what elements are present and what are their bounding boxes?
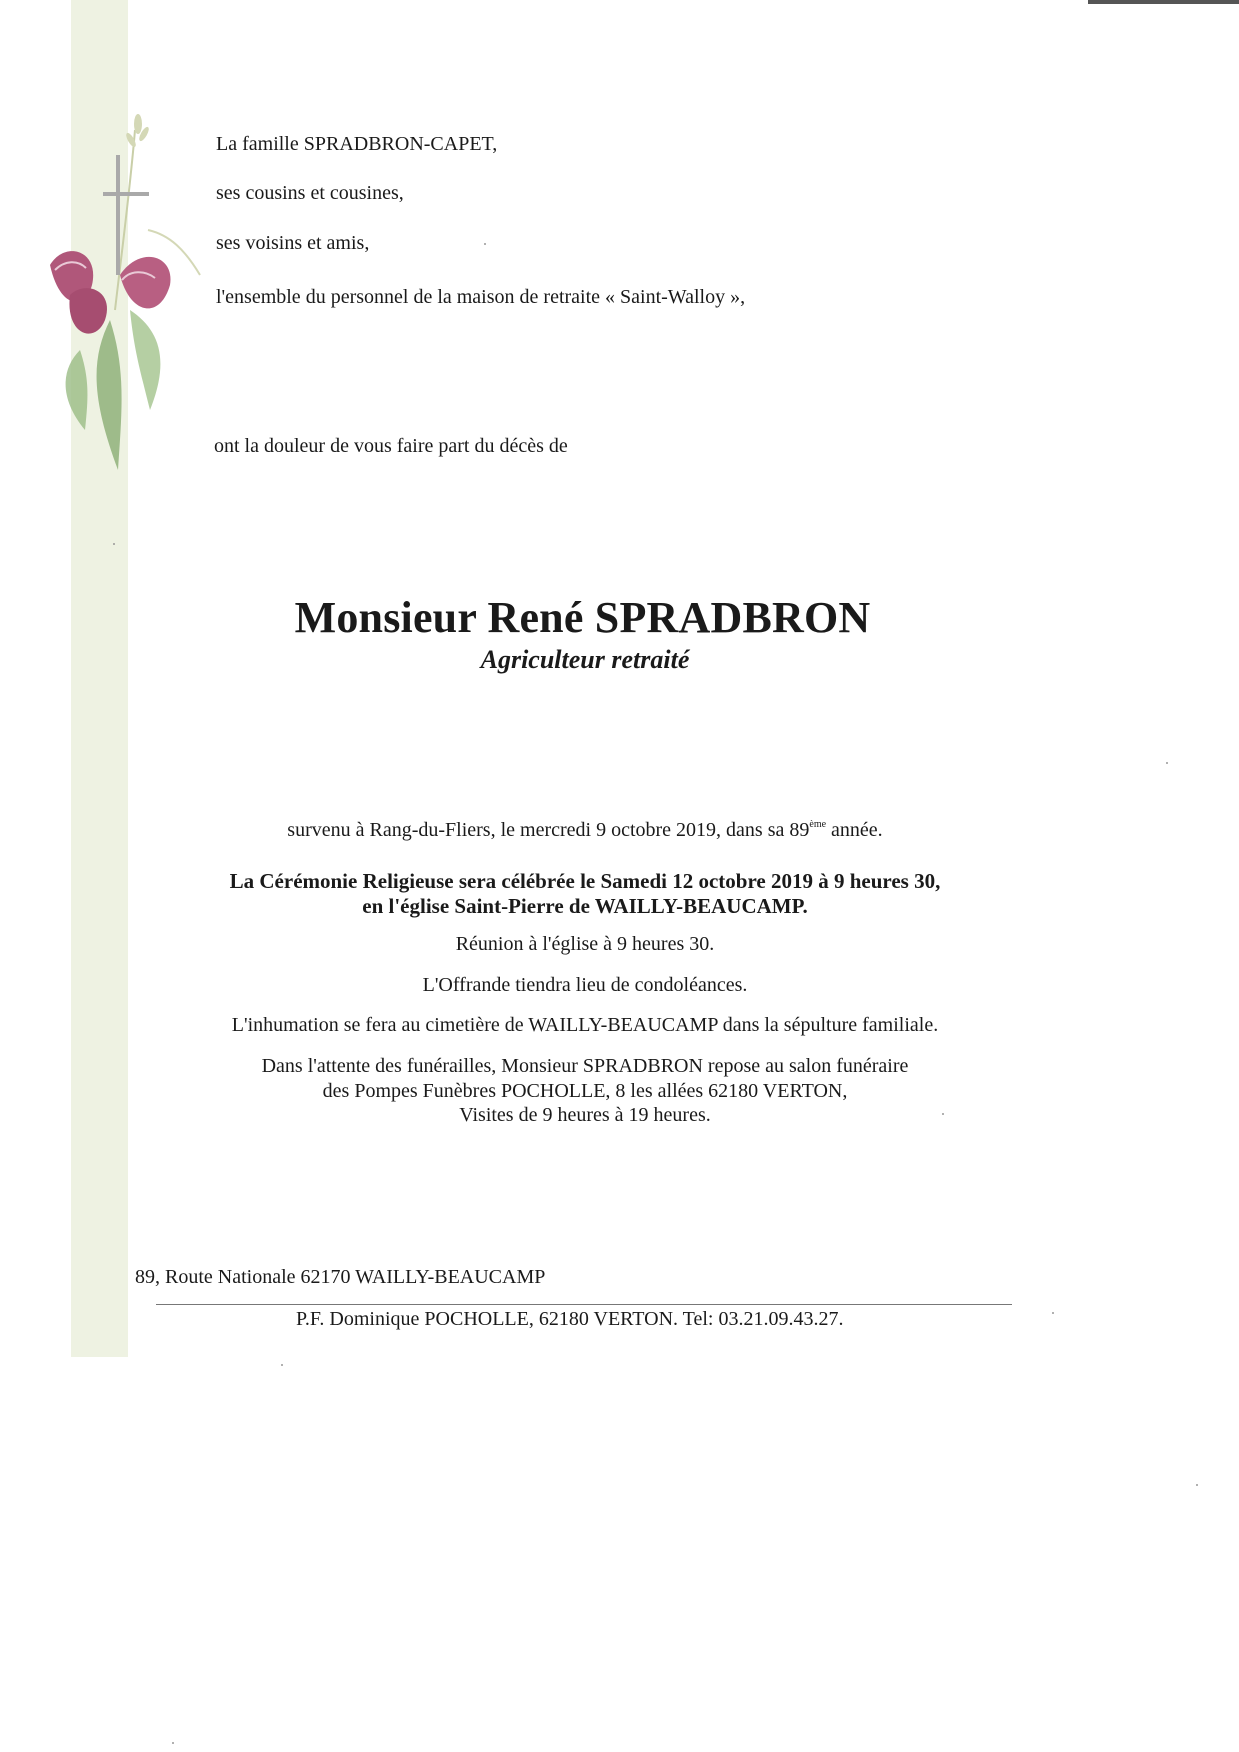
salon-line-1: Dans l'attente des funérailles, Monsieur SPRADBRON repose au salon funéraire <box>261 1055 909 1077</box>
ceremony-line-1: La Cérémonie Religieuse sera célébrée le Samedi 12 octobre 2019 à 9 heures 30, <box>229 869 941 893</box>
home-address: 89, Route Nationale 62170 WAILLY-BEAUCAMP <box>135 1266 546 1288</box>
calla-lily-cross-icon <box>30 110 210 480</box>
family-line-2: ses cousins et cousines, <box>216 182 404 204</box>
family-line-4: l'ensemble du personnel de la maison de retraite « Saint-Walloy », <box>216 286 746 308</box>
scan-speck <box>942 1113 944 1115</box>
deceased-name: Monsieur René SPRADBRON <box>294 593 871 642</box>
scan-speck <box>281 1364 283 1366</box>
salon-line-3: Visites de 9 heures à 19 heures. <box>459 1104 711 1126</box>
reunion-text: Réunion à l'église à 9 heures 30. <box>455 933 715 955</box>
scan-speck <box>1052 1312 1054 1314</box>
salon-line-2: des Pompes Funèbres POCHOLLE, 8 les allées 62180 VERTON, <box>322 1080 848 1102</box>
footer-divider <box>156 1304 1012 1305</box>
scan-speck <box>1196 1484 1198 1486</box>
offrande-text: L'Offrande tiendra lieu de condoléances. <box>422 974 748 996</box>
scan-speck <box>172 1742 174 1744</box>
scan-speck <box>484 243 486 245</box>
ceremony-line-2: en l'église Saint-Pierre de WAILLY-BEAUCAMP. <box>362 894 808 918</box>
deceased-title: Agriculteur retraité <box>480 645 690 674</box>
scan-edge <box>1088 0 1239 4</box>
announcement-text: ont la douleur de vous faire part du décès de <box>214 435 568 457</box>
inhumation-text: L'inhumation se fera au cimetière de WAILLY-BEAUCAMP dans la sépulture familiale. <box>231 1014 939 1036</box>
family-line-1: La famille SPRADBRON-CAPET, <box>216 133 498 155</box>
death-notice: survenu à Rang-du-Fliers, le mercredi 9 octobre 2019, dans sa 89ème année. <box>287 819 883 841</box>
scan-speck <box>1166 762 1168 764</box>
scan-speck <box>113 543 115 545</box>
family-line-3: ses voisins et amis, <box>216 232 370 254</box>
funeral-home-contact: P.F. Dominique POCHOLLE, 62180 VERTON. Tel: 03.21.09.43.27. <box>296 1308 844 1330</box>
